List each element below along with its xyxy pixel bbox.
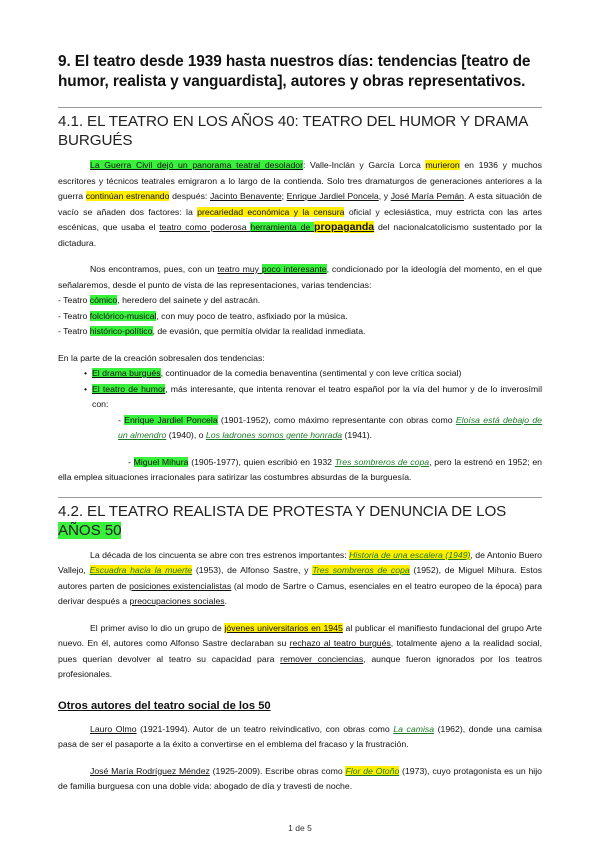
work-historia-escalera: Historia de una escalera (1949) bbox=[349, 549, 471, 560]
paragraph-decada-cincuenta: La década de los cincuenta se abre con tres estrenos importantes: Historia de una escalera (1949), de Antonio Buero Vallejo, Escuadra hacia la muerte (1953), de Alfonso Sastre, y Tres sombreros de copa (1952), de Miguel Mihura. Estos autores parten de posiciones existencialistas (al modo de Sartre o Camus, esenciales en el teatro europeo de la época) para derivar después a preocupaciones sociales. bbox=[58, 549, 543, 606]
author-jardiel: Enrique Jardiel Poncela bbox=[286, 191, 379, 201]
document-title: 9. El teatro desde 1939 hasta nuestros días: tendencias [teatro de humor, realista y vanguardista], autores y obras representativos. bbox=[58, 53, 531, 90]
tendencia-historico: - Teatro histórico-político, de evasión, que permitía olvidar la realidad inmediata. bbox=[58, 326, 366, 336]
bullet-drama-burgues: • El drama burgués, continuador de la comedia benaventina (sentimental y con leve crítica social) bbox=[58, 366, 542, 382]
highlight-murieron: murieron bbox=[425, 160, 460, 170]
paragraph-guerra-civil: La Guerra Civil dejó un panorama teatral desolador: Valle-Inclán y García Lorca murieron en 1936 y muchos escritores y técnicos teatrales emigraron a lo largo de la contienda. Solo tres dramaturgos de generaciones anteriores a la guerra continúan estrenando después: Jacinto Benavente; Enrique Jardiel Poncela, y José María Pemán. A esta situación de vacío se añaden dos factores: la precariedad económica y la censura oficial y eclesiástica, muy estricta con las artes escénicas, que usaba el teatro como poderosa herramienta de propaganda del nacionalcatolicismo sustentado por la dictadura. bbox=[58, 160, 543, 248]
author-benavente: Jacinto Benavente bbox=[209, 191, 282, 201]
highlight-jovenes: jóvenes universitarios en 1945 bbox=[224, 622, 343, 633]
work-flor-otono: Flor de Otoño bbox=[345, 765, 400, 776]
section-divider bbox=[58, 107, 542, 108]
work-la-camisa: La camisa bbox=[393, 723, 435, 734]
entry-lauro-olmo: Lauro Olmo (1921-1994). Autor de un teatro reivindicativo, con obras como La camisa (1962), donde una camisa pasa de ser el pasaporte a la éxito a convertirse en el emblema del fracaso y la frustración. bbox=[58, 723, 542, 749]
page-number: 1 de 5 bbox=[288, 823, 312, 833]
highlight-continuan: continúan estrenando bbox=[85, 191, 170, 201]
work-escuadra: Escuadra hacia la muerte bbox=[89, 565, 193, 575]
work-ladrones: Los ladrones somos gente honrada bbox=[205, 430, 343, 440]
subheading-otros-autores: Otros autores del teatro social de los 50 bbox=[58, 699, 271, 712]
tendencia-folclorico: - Teatro folclórico-musical, con muy poco de teatro, asfixiado por la música. bbox=[58, 310, 348, 321]
highlight-precariedad: precariedad económica y la censura bbox=[197, 206, 345, 217]
work-tres-sombreros-2: Tres sombreros de copa bbox=[312, 565, 410, 575]
entry-rodriguez-mendez: José María Rodríguez Méndez (1925-2009). Escribe obras como Flor de Otoño (1973), cuyo protagonista es un hijo de familia burguesa con una doble vida: abogado de día y travesti de noche. bbox=[58, 765, 542, 791]
author-peman: José María Pemán bbox=[390, 191, 464, 201]
paragraph-creacion: En la parte de la creación sobresalen dos tendencias: bbox=[58, 352, 265, 363]
paragraph-arte-nuevo: El primer aviso lo dio un grupo de jóvenes universitarios en 1945 al publicar el manifiesto fundacional del grupo Arte nuevo. En él, autores como Alfonso Sastre declaraban su rechazo al teatro burgués, totalmente ajeno a la realidad social, pues querían devolver al teatro su capacidad para remover conciencias, aunque fueron ignorados por los teatros profesionales. bbox=[58, 622, 542, 679]
tendencia-comico: - Teatro cómico, heredero del sainete y del astracán. bbox=[58, 295, 261, 305]
entry-mihura: - Miguel Mihura (1905-1977), quien escribió en 1932 Tres sombreros de copa, pero la estrenó en 1952; en ella emplea situaciones irracionales para satirizar las costumbres absurdas de la burguesía. bbox=[58, 456, 543, 482]
paragraph-poco-interesante: Nos encontramos, pues, con un teatro muy poco interesante, condicionado por la ideología del momento, en el que señalaremos, desde el punto de vista de las representaciones, varias tendencias: bbox=[58, 264, 542, 290]
section-divider bbox=[58, 497, 542, 498]
highlight-guerra-civil: La Guerra Civil dejó un panorama teatral desolador bbox=[90, 160, 303, 170]
document-page bbox=[58, 52, 542, 795]
entry-jardiel: - Enrique Jardiel Poncela (1901-1952), como máximo representante con obras como Eloísa está debajo de un almendro (1940), o Los ladrones somos gente honrada (1941). bbox=[118, 414, 542, 440]
section-heading-4-1: 4.1. EL TEATRO EN LOS AÑOS 40: TEATRO DEL HUMOR Y DRAMA BURGUÉS bbox=[58, 113, 528, 149]
work-eloisa: Eloísa está debajo de un almendro bbox=[118, 414, 542, 440]
section-heading-4-2: 4.2. EL TEATRO REALISTA DE PROTESTA Y DENUNCIA DE LOS AÑOS 50 bbox=[58, 502, 507, 539]
bullet-teatro-humor: • El teatro de humor, más interesante, que intenta renovar el teatro español por la vía del humor y de lo inverosímil con: bbox=[58, 382, 542, 413]
highlight-poco-interesante: poco interesante bbox=[261, 264, 327, 274]
highlight-propaganda: propaganda bbox=[314, 221, 375, 233]
work-tres-sombreros: Tres sombreros de copa bbox=[334, 456, 430, 467]
